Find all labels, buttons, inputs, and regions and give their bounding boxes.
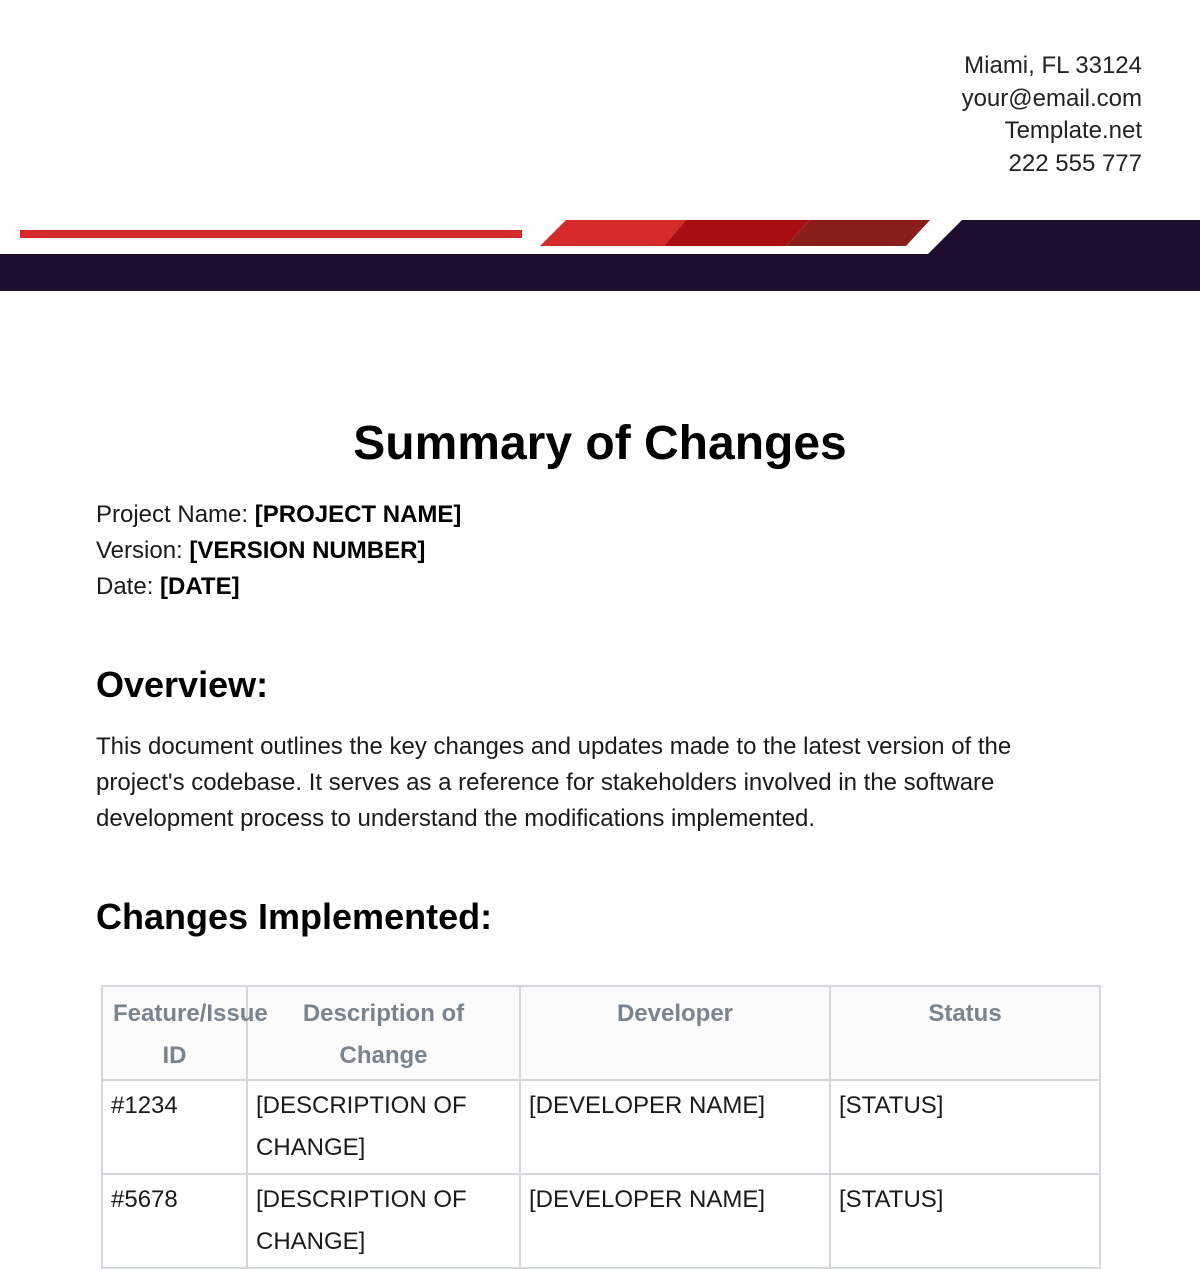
- banner-thin-red-line: [20, 230, 522, 238]
- contact-website: Template.net: [1004, 117, 1142, 144]
- cell-feature-id: #1234: [102, 1080, 247, 1174]
- changes-table: [101, 985, 1101, 1269]
- contact-block: [962, 50, 1142, 180]
- overview-text: This document outlines the key changes and updates made to the latest version of the project's codebase. It serves as a reference for stakeholders involved in the software development process to understand the modifications implemented.: [96, 733, 1012, 832]
- column-header-status: Status: [830, 986, 1100, 1080]
- banner-stripe-deep-red: [664, 220, 810, 246]
- meta-version-row: [96, 533, 461, 569]
- column-header-description: Description of Change: [247, 986, 520, 1080]
- banner-stripe-brown: [786, 220, 930, 246]
- cell-status: [STATUS]: [830, 1080, 1100, 1174]
- meta-project-value: [PROJECT NAME]: [254, 501, 462, 528]
- table-row: [102, 1080, 1100, 1174]
- project-meta: [96, 497, 461, 605]
- meta-project-row: [96, 497, 461, 533]
- cell-developer: [DEVELOPER NAME]: [520, 1174, 830, 1268]
- cell-description: [DESCRIPTION OF CHANGE]: [247, 1174, 520, 1268]
- meta-date-label: Date:: [96, 573, 154, 600]
- contact-phone: 222 555 777: [1008, 149, 1142, 177]
- page-title: Summary of Changes: [353, 417, 847, 470]
- overview-heading: Overview:: [96, 664, 269, 705]
- table-header-row: [102, 986, 1100, 1080]
- meta-date-row: [96, 569, 461, 605]
- meta-project-label: Project Name:: [96, 501, 249, 528]
- cell-status: [STATUS]: [830, 1174, 1100, 1268]
- contact-email: your@email.com: [961, 84, 1142, 112]
- column-header-developer: Developer: [520, 986, 830, 1080]
- cell-description: [DESCRIPTION OF CHANGE]: [247, 1080, 520, 1174]
- changes-heading: Changes Implemented:: [96, 896, 493, 937]
- column-header-feature-id: Feature/Issue ID: [102, 986, 247, 1080]
- meta-version-value: [VERSION NUMBER]: [189, 537, 426, 564]
- cell-feature-id: #5678: [102, 1174, 247, 1268]
- cell-developer: [DEVELOPER NAME]: [520, 1080, 830, 1174]
- banner-stripe-red: [540, 220, 686, 246]
- meta-version-label: Version:: [96, 537, 183, 564]
- meta-date-value: [DATE]: [160, 573, 240, 600]
- contact-address: Miami, FL 33124: [964, 52, 1142, 79]
- header-banner: [0, 214, 1200, 294]
- table-row: [102, 1174, 1100, 1268]
